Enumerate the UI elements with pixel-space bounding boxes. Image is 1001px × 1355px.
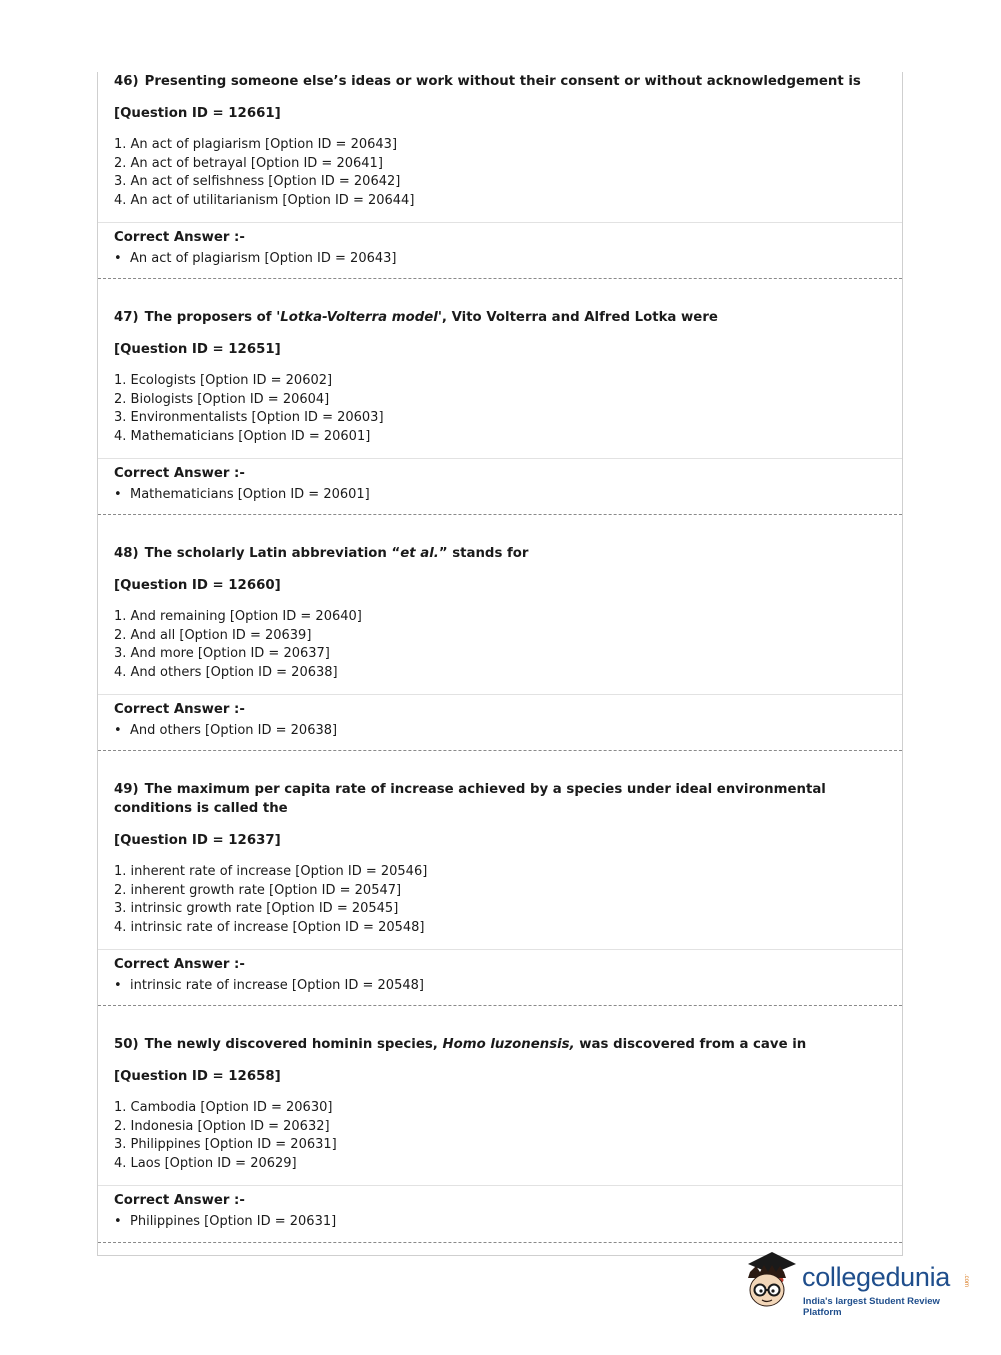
- question-id: [Question ID = 12658]: [114, 1069, 281, 1084]
- option-item: 1. Cambodia [Option ID = 20630]: [114, 1100, 333, 1115]
- collegedunia-logo: [742, 1250, 972, 1318]
- option-item: 1. And remaining [Option ID = 20640]: [114, 609, 362, 624]
- question-stem: was discovered from a cave in: [574, 1037, 807, 1052]
- correct-answer-text: And others [Option ID = 20638]: [130, 723, 338, 738]
- logo-dotcom: .com: [963, 1274, 969, 1288]
- question-stem: The scholarly Latin abbreviation “: [144, 546, 401, 561]
- option-item: 2. Biologists [Option ID = 20604]: [114, 391, 330, 407]
- correct-answer-label: Correct Answer :-: [114, 466, 245, 481]
- question-stem-italic: Homo luzonensis,: [442, 1037, 575, 1052]
- option-item: 3. And more [Option ID = 20637]: [114, 646, 330, 661]
- logo-tagline: India's largest Student Review Platform: [803, 1296, 940, 1318]
- divider: [98, 694, 902, 695]
- options-list: [114, 863, 427, 937]
- question-text: [114, 780, 882, 818]
- correct-answer: [114, 723, 337, 738]
- correct-answer: [114, 978, 424, 993]
- question-id: [Question ID = 12661]: [114, 106, 281, 121]
- question-separator: [98, 1242, 902, 1243]
- option-item: 3. Environmentalists [Option ID = 20603]: [114, 410, 384, 425]
- divider: [98, 222, 902, 223]
- option-item: 2. And all [Option ID = 20639]: [114, 627, 312, 643]
- question-stem: , Vito Volterra and Alfred Lotka were: [441, 310, 718, 325]
- option-item: 2. Indonesia [Option ID = 20632]: [114, 1118, 330, 1134]
- option-item: 3. intrinsic growth rate [Option ID = 20545]: [114, 901, 399, 916]
- question-stem-italic: 'Lotka-Volterra model': [276, 310, 442, 325]
- question-stem: The maximum per capita rate of increase achieved by a species under ideal environmental conditions is called the: [114, 782, 826, 816]
- correct-answer-text: Mathematicians [Option ID = 20601]: [130, 487, 370, 502]
- option-item: 1. Ecologists [Option ID = 20602]: [114, 373, 333, 388]
- option-item: 2. An act of betrayal [Option ID = 20641]: [114, 155, 383, 171]
- question-separator: [98, 1005, 902, 1006]
- question-text: [114, 308, 882, 327]
- question-separator: [98, 514, 902, 515]
- options-list: [114, 372, 384, 446]
- correct-answer-text: An act of plagiarism [Option ID = 20643]: [130, 251, 397, 266]
- question-number: 48): [114, 546, 139, 561]
- mascot-icon: [742, 1250, 800, 1312]
- option-item: 1. An act of plagiarism [Option ID = 20643]: [114, 137, 398, 152]
- question-stem: The proposers of: [144, 310, 277, 325]
- options-list: [114, 136, 414, 210]
- correct-answer: [114, 251, 396, 266]
- option-item: 3. Philippines [Option ID = 20631]: [114, 1137, 337, 1152]
- question-number: 49): [114, 782, 139, 797]
- question-separator: [98, 750, 902, 751]
- bullet: •: [114, 1214, 122, 1229]
- option-item: 4. And others [Option ID = 20638]: [114, 664, 338, 680]
- divider: [98, 949, 902, 950]
- correct-answer-label: Correct Answer :-: [114, 702, 245, 717]
- divider: [98, 458, 902, 459]
- question-separator: [98, 278, 902, 279]
- correct-answer: [114, 1214, 336, 1229]
- correct-answer-label: Correct Answer :-: [114, 957, 245, 972]
- option-item: 4. intrinsic rate of increase [Option ID = 20548]: [114, 919, 425, 935]
- bullet: •: [114, 723, 122, 738]
- question-text: [114, 544, 882, 563]
- options-list: [114, 608, 362, 682]
- question-stem: Presenting someone else’s ideas or work without their consent or without acknowledgement is: [144, 74, 861, 89]
- option-item: 4. Mathematicians [Option ID = 20601]: [114, 428, 371, 444]
- logo-wordmark: collegedunia: [802, 1262, 951, 1292]
- question-id: [Question ID = 12660]: [114, 578, 281, 593]
- question-number: 46): [114, 74, 139, 89]
- bullet: •: [114, 978, 122, 993]
- option-item: 2. inherent growth rate [Option ID = 20547]: [114, 882, 402, 898]
- option-item: 1. inherent rate of increase [Option ID = 20546]: [114, 864, 428, 879]
- question-stem: ” stands for: [438, 546, 529, 561]
- question-stem: The newly discovered hominin species,: [144, 1037, 443, 1052]
- options-list: [114, 1099, 337, 1173]
- question-number: 50): [114, 1037, 139, 1052]
- correct-answer-label: Correct Answer :-: [114, 230, 245, 245]
- question-stem-italic: et al.: [400, 546, 439, 561]
- option-item: 4. An act of utilitarianism [Option ID = 20644]: [114, 192, 415, 208]
- bullet: •: [114, 487, 122, 502]
- bullet: •: [114, 251, 122, 266]
- divider: [98, 1185, 902, 1186]
- question-id: [Question ID = 12651]: [114, 342, 281, 357]
- option-item: 3. An act of selfishness [Option ID = 20642]: [114, 174, 401, 189]
- correct-answer-text: Philippines [Option ID = 20631]: [130, 1214, 337, 1229]
- question-id: [Question ID = 12637]: [114, 833, 281, 848]
- correct-answer-text: intrinsic rate of increase [Option ID = 20548]: [130, 978, 424, 993]
- option-item: 4. Laos [Option ID = 20629]: [114, 1155, 297, 1171]
- question-text: [114, 72, 882, 91]
- correct-answer: [114, 487, 370, 502]
- correct-answer-label: Correct Answer :-: [114, 1193, 245, 1208]
- question-number: 47): [114, 310, 139, 325]
- question-sheet: [97, 72, 903, 1256]
- question-text: [114, 1035, 882, 1054]
